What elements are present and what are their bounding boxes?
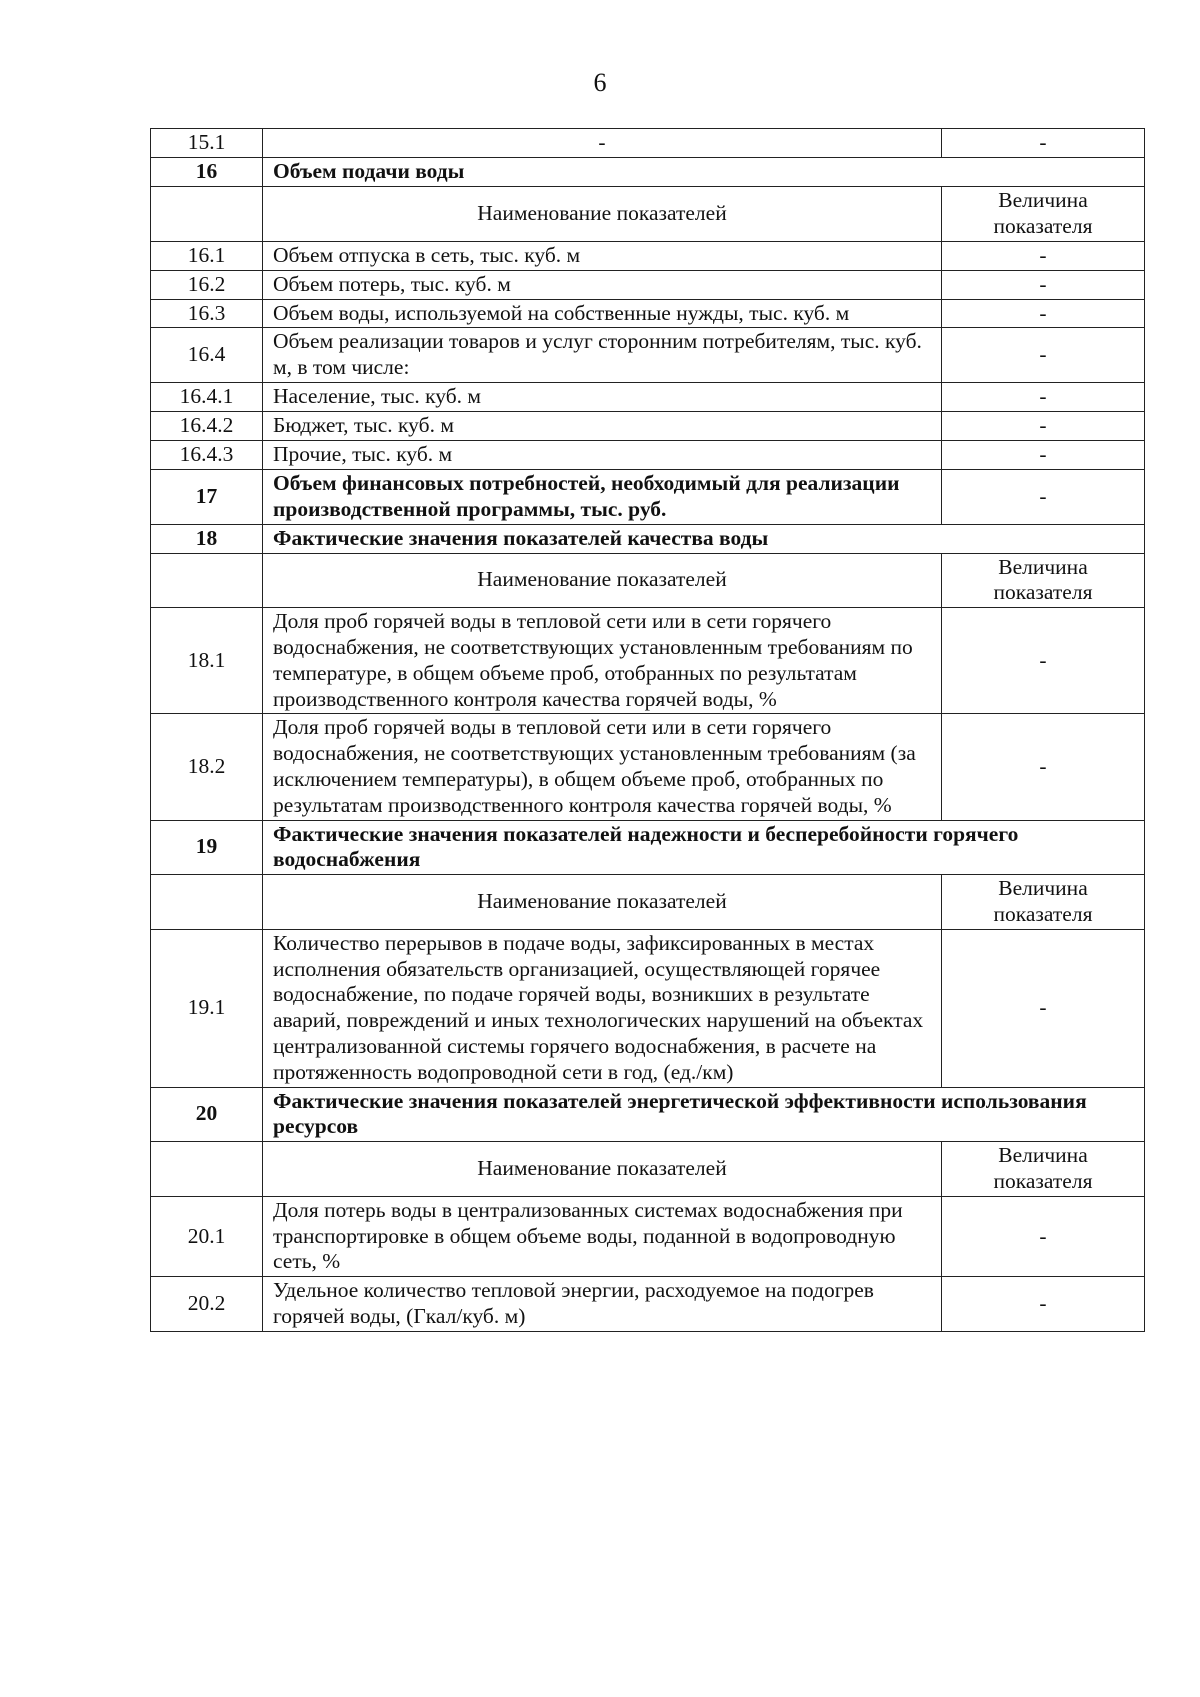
row-number: 20.2: [151, 1277, 263, 1332]
header-value: Величина показателя: [942, 1142, 1145, 1197]
section-title: Фактические значения показателей энергетической эффективности использования ресурсов: [263, 1087, 1145, 1142]
header-name: Наименование показателей: [263, 1142, 942, 1197]
indicator-name: Объем отпуска в сеть, тыс. куб. м: [263, 241, 942, 270]
table-row: [151, 328, 1145, 383]
header-value: Величина показателя: [942, 187, 1145, 242]
header-blank: [151, 553, 263, 608]
indicators-table-container: [150, 128, 1144, 1332]
header-name: Наименование показателей: [263, 553, 942, 608]
indicator-name: Объем реализации товаров и услуг сторонним потребителям, тыс. куб. м, в том числе:: [263, 328, 942, 383]
table-row: [151, 714, 1145, 820]
indicator-name: Количество перерывов в подаче воды, зафиксированных в местах исполнения обязательств организацией, осуществляющей горячее водоснабжение, по подаче горячей воды, возникших в результате аварий, повреждений и иных технологических нарушений на объектах централизованной системы горячего водоснабжения, в расчете на протяженность водопроводной сети в год, (ед./км): [263, 929, 942, 1087]
header-blank: [151, 187, 263, 242]
indicator-value: -: [942, 270, 1145, 299]
header-row: [151, 1142, 1145, 1197]
indicator-value: -: [942, 608, 1145, 714]
section-number: 18: [151, 524, 263, 553]
header-row: [151, 553, 1145, 608]
header-name: Наименование показателей: [263, 187, 942, 242]
section-number: 19: [151, 820, 263, 875]
section-title: Объем подачи воды: [263, 158, 1145, 187]
header-blank: [151, 875, 263, 930]
section-title: Фактические значения показателей качества воды: [263, 524, 1145, 553]
header-name: Наименование показателей: [263, 875, 942, 930]
table-row: [151, 411, 1145, 440]
indicator-value: -: [942, 929, 1145, 1087]
table-row: [151, 1196, 1145, 1276]
row-number: 16.3: [151, 299, 263, 328]
table-row: [151, 929, 1145, 1087]
row-number: 16.4.2: [151, 411, 263, 440]
section-row: [151, 1087, 1145, 1142]
indicator-value: -: [942, 714, 1145, 820]
indicator-value: -: [942, 1196, 1145, 1276]
page-number: 6: [593, 68, 607, 97]
section-title: Фактические значения показателей надежности и бесперебойности горячего водоснабжения: [263, 820, 1145, 875]
section-row: [151, 820, 1145, 875]
indicator-value: -: [942, 1277, 1145, 1332]
indicator-name: -: [263, 129, 942, 158]
indicator-value: -: [942, 411, 1145, 440]
indicators-table: [150, 128, 1145, 1332]
row-number: 16.4.1: [151, 382, 263, 411]
table-row: [151, 129, 1145, 158]
table-row: [151, 270, 1145, 299]
section-number: 20: [151, 1087, 263, 1142]
indicator-value: -: [942, 382, 1145, 411]
indicator-name: Доля потерь воды в централизованных системах водоснабжения при транспортировке в общем объеме воды, поданной в водопроводную сеть, %: [263, 1196, 942, 1276]
row-number: 19.1: [151, 929, 263, 1087]
header-row: [151, 187, 1145, 242]
row-number: 16.2: [151, 270, 263, 299]
indicator-value: -: [942, 129, 1145, 158]
section-row: [151, 158, 1145, 187]
row-number: 16.4.3: [151, 440, 263, 469]
section-title: Объем финансовых потребностей, необходимый для реализации производственной программы, тыс. руб.: [263, 469, 942, 524]
indicator-value: -: [942, 440, 1145, 469]
table-row: [151, 382, 1145, 411]
row-number: 18.1: [151, 608, 263, 714]
indicator-value: -: [942, 241, 1145, 270]
table-row: [151, 608, 1145, 714]
indicator-value: -: [942, 328, 1145, 383]
row-number: 18.2: [151, 714, 263, 820]
section-number: 16: [151, 158, 263, 187]
table-row: [151, 241, 1145, 270]
header-value: Величина показателя: [942, 553, 1145, 608]
indicator-name: Доля проб горячей воды в тепловой сети или в сети горячего водоснабжения, не соответствующих установленным требованиям по температуре, в общем объеме проб, отобранных по результатам производственного контроля качества горячей воды, %: [263, 608, 942, 714]
indicator-value: -: [942, 469, 1145, 524]
section-row: [151, 469, 1145, 524]
indicator-name: Население, тыс. куб. м: [263, 382, 942, 411]
indicator-name: Доля проб горячей воды в тепловой сети или в сети горячего водоснабжения, не соответствующих установленным требованиям (за исключением температуры), в общем объеме проб, отобранных по результатам производственного контроля качества горячей воды, %: [263, 714, 942, 820]
table-row: [151, 440, 1145, 469]
indicator-name: Объем воды, используемой на собственные нужды, тыс. куб. м: [263, 299, 942, 328]
header-blank: [151, 1142, 263, 1197]
indicator-name: Прочие, тыс. куб. м: [263, 440, 942, 469]
row-number: 16.1: [151, 241, 263, 270]
row-number: 20.1: [151, 1196, 263, 1276]
indicator-name: Удельное количество тепловой энергии, расходуемое на подогрев горячей воды, (Гкал/куб. м): [263, 1277, 942, 1332]
header-row: [151, 875, 1145, 930]
indicator-name: Объем потерь, тыс. куб. м: [263, 270, 942, 299]
header-value: Величина показателя: [942, 875, 1145, 930]
table-row: [151, 1277, 1145, 1332]
indicator-value: -: [942, 299, 1145, 328]
section-row: [151, 524, 1145, 553]
row-number: 15.1: [151, 129, 263, 158]
table-row: [151, 299, 1145, 328]
section-number: 17: [151, 469, 263, 524]
row-number: 16.4: [151, 328, 263, 383]
indicator-name: Бюджет, тыс. куб. м: [263, 411, 942, 440]
